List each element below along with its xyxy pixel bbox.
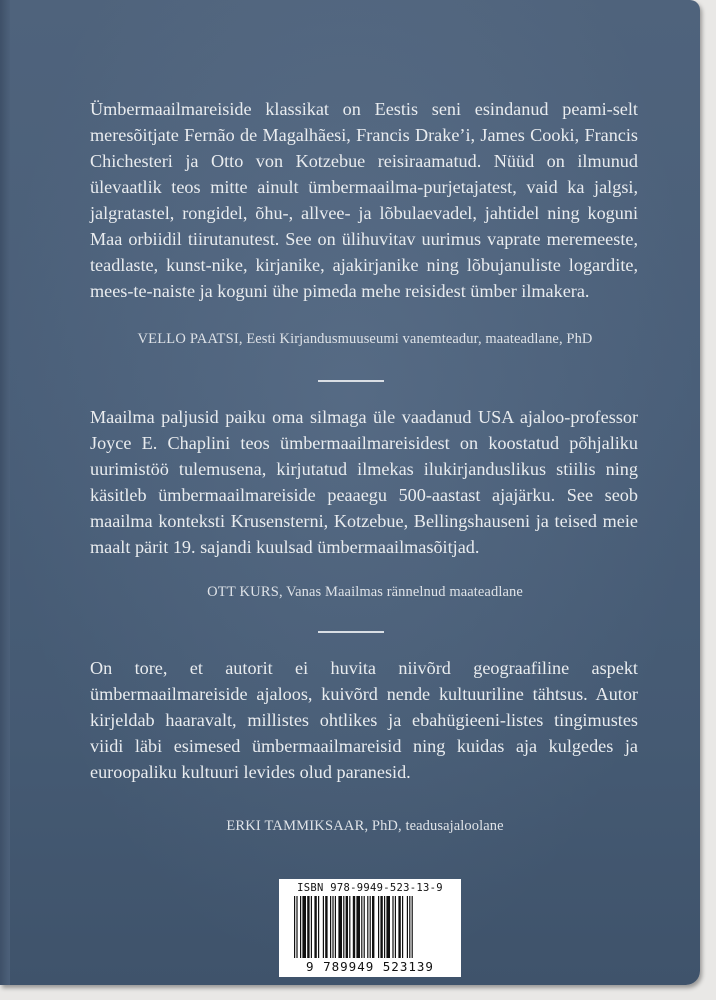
barcode-bar [395, 896, 396, 958]
barcode-bar [325, 896, 327, 958]
barcode-bars [292, 896, 454, 960]
barcode-bar [398, 896, 400, 958]
barcode-bar [356, 896, 360, 958]
barcode-bar [332, 896, 333, 958]
section-divider [318, 380, 384, 382]
spine-edge [0, 0, 10, 985]
barcode-bar [294, 896, 295, 958]
barcode-bar [392, 896, 393, 958]
blurb-paragraph-1: Ümbermaailmareiside klassikat on Eestis seni esindanud peami-selt meresõitjate Fernão de Magalhãesi, Francis Drake’i, James Cooki, Francis Chichesteri ja Otto von Kotzebue reisiraamatud. Nüüd on ilmunud ülevaatlik teos mitte ainult ümbermaailma-purjetajatest, vaid ka jalgsi, jalgratastel, rongidel, õhu-, allvee- ja lõbulaevadel, jahtidel ning koguni Maa orbiidil tiirutanutest. See on ülihuvitav uurimus vaprate meremeeste, teadlaste, kunst-nike, kirjanike, ajakirjanike ning lõbujanuliste logardite, mees-te-naiste ja koguni ühe pimeda mehe reisidest ümber ilmakera. [90, 99, 638, 301]
blurb-paragraph-3: On tore, et autorit ei huvita niivõrd geograafiline aspekt ümbermaailmareiside ajaloos, kuivõrd nende kultuuriline tähtsus. Autor kirjeldab haaravalt, millistes ohtlikes ja ebahügieeni-listes tingimustes viidi läbi esimesed ümbermaailmareisid ning kuidas aja kulgedes ja euroopaliku kultuuri levides olud paranesid. [90, 658, 638, 782]
barcode-bar [314, 896, 316, 958]
barcode-bar [370, 896, 371, 958]
blurb-paragraph-2: Maailma paljusid paiku oma silmaga üle vaadanud USA ajaloo-professor Joyce E. Chaplini teos ümbermaailmareisidest on koostatud põhjaliku uurimistöö tulemusena, kirjutatud ilmekas ilukirjanduslikus stiilis ning käsitleb ümbermaailmareiside peaaegu 500-aastast ajajärku. See seob maailma konteksti Krusensterni, Kotzebue, Bellingshauseni ja teised meie maalt pärit 19. sajandi kuulsad ümbermaailmasõitjad. [90, 407, 638, 557]
barcode-bar [300, 896, 301, 958]
section-divider [318, 631, 384, 633]
attribution-role: PhD, teadusajaloolane [371, 818, 504, 834]
barcode-bar [353, 896, 355, 958]
barcode-bar [372, 896, 374, 958]
barcode-bar [402, 896, 403, 958]
blurb-attribution-3: ERKI TAMMIKSAAR, PhD, teadusajaloolane [226, 818, 504, 834]
barcode-bar [311, 896, 312, 958]
barcode-bar [323, 896, 324, 958]
barcode-bar [412, 896, 413, 958]
barcode-bar [380, 896, 382, 958]
barcode-bar [335, 896, 336, 958]
barcode-bar [407, 896, 408, 958]
blurb-attribution-1: VELLO PAATSI, Eesti Kirjandusmuuseumi vanemteadur, maateadlane, PhD [137, 331, 593, 347]
attribution-author: VELLO PAATSI [137, 331, 239, 347]
barcode-bar [386, 896, 390, 958]
attribution-author: OTT KURS [207, 584, 279, 600]
barcode-bar [343, 896, 344, 958]
isbn-barcode [279, 879, 461, 977]
barcode-bar [338, 896, 342, 958]
barcode-bar [378, 896, 379, 958]
barcode-bar [367, 896, 368, 958]
barcode-bar [307, 896, 309, 958]
barcode-bar [330, 896, 331, 958]
barcode-bar [364, 896, 365, 958]
barcode-bar [296, 896, 297, 958]
barcode-bar [409, 896, 410, 958]
attribution-role: Vanas Maailmas rännelnud maateadlane [286, 584, 523, 600]
barcode-bar [384, 896, 385, 958]
barcode-bar [346, 896, 348, 958]
barcode-bar [318, 896, 319, 958]
attribution-role: Eesti Kirjandusmuuseumi vanemteadur, maateadlane, PhD [246, 331, 593, 347]
barcode-bar [349, 896, 350, 958]
barcode-bar [361, 896, 362, 958]
barcode-bar [302, 896, 306, 958]
blurb-attribution-2: OTT KURS, Vanas Maailmas rännelnud maateadlane [207, 584, 523, 600]
attribution-author: ERKI TAMMIKSAAR [226, 818, 365, 834]
barcode-digits: 9 789949 523139 [306, 959, 434, 974]
isbn-label: ISBN 978-9949-523-13-9 [297, 882, 443, 894]
